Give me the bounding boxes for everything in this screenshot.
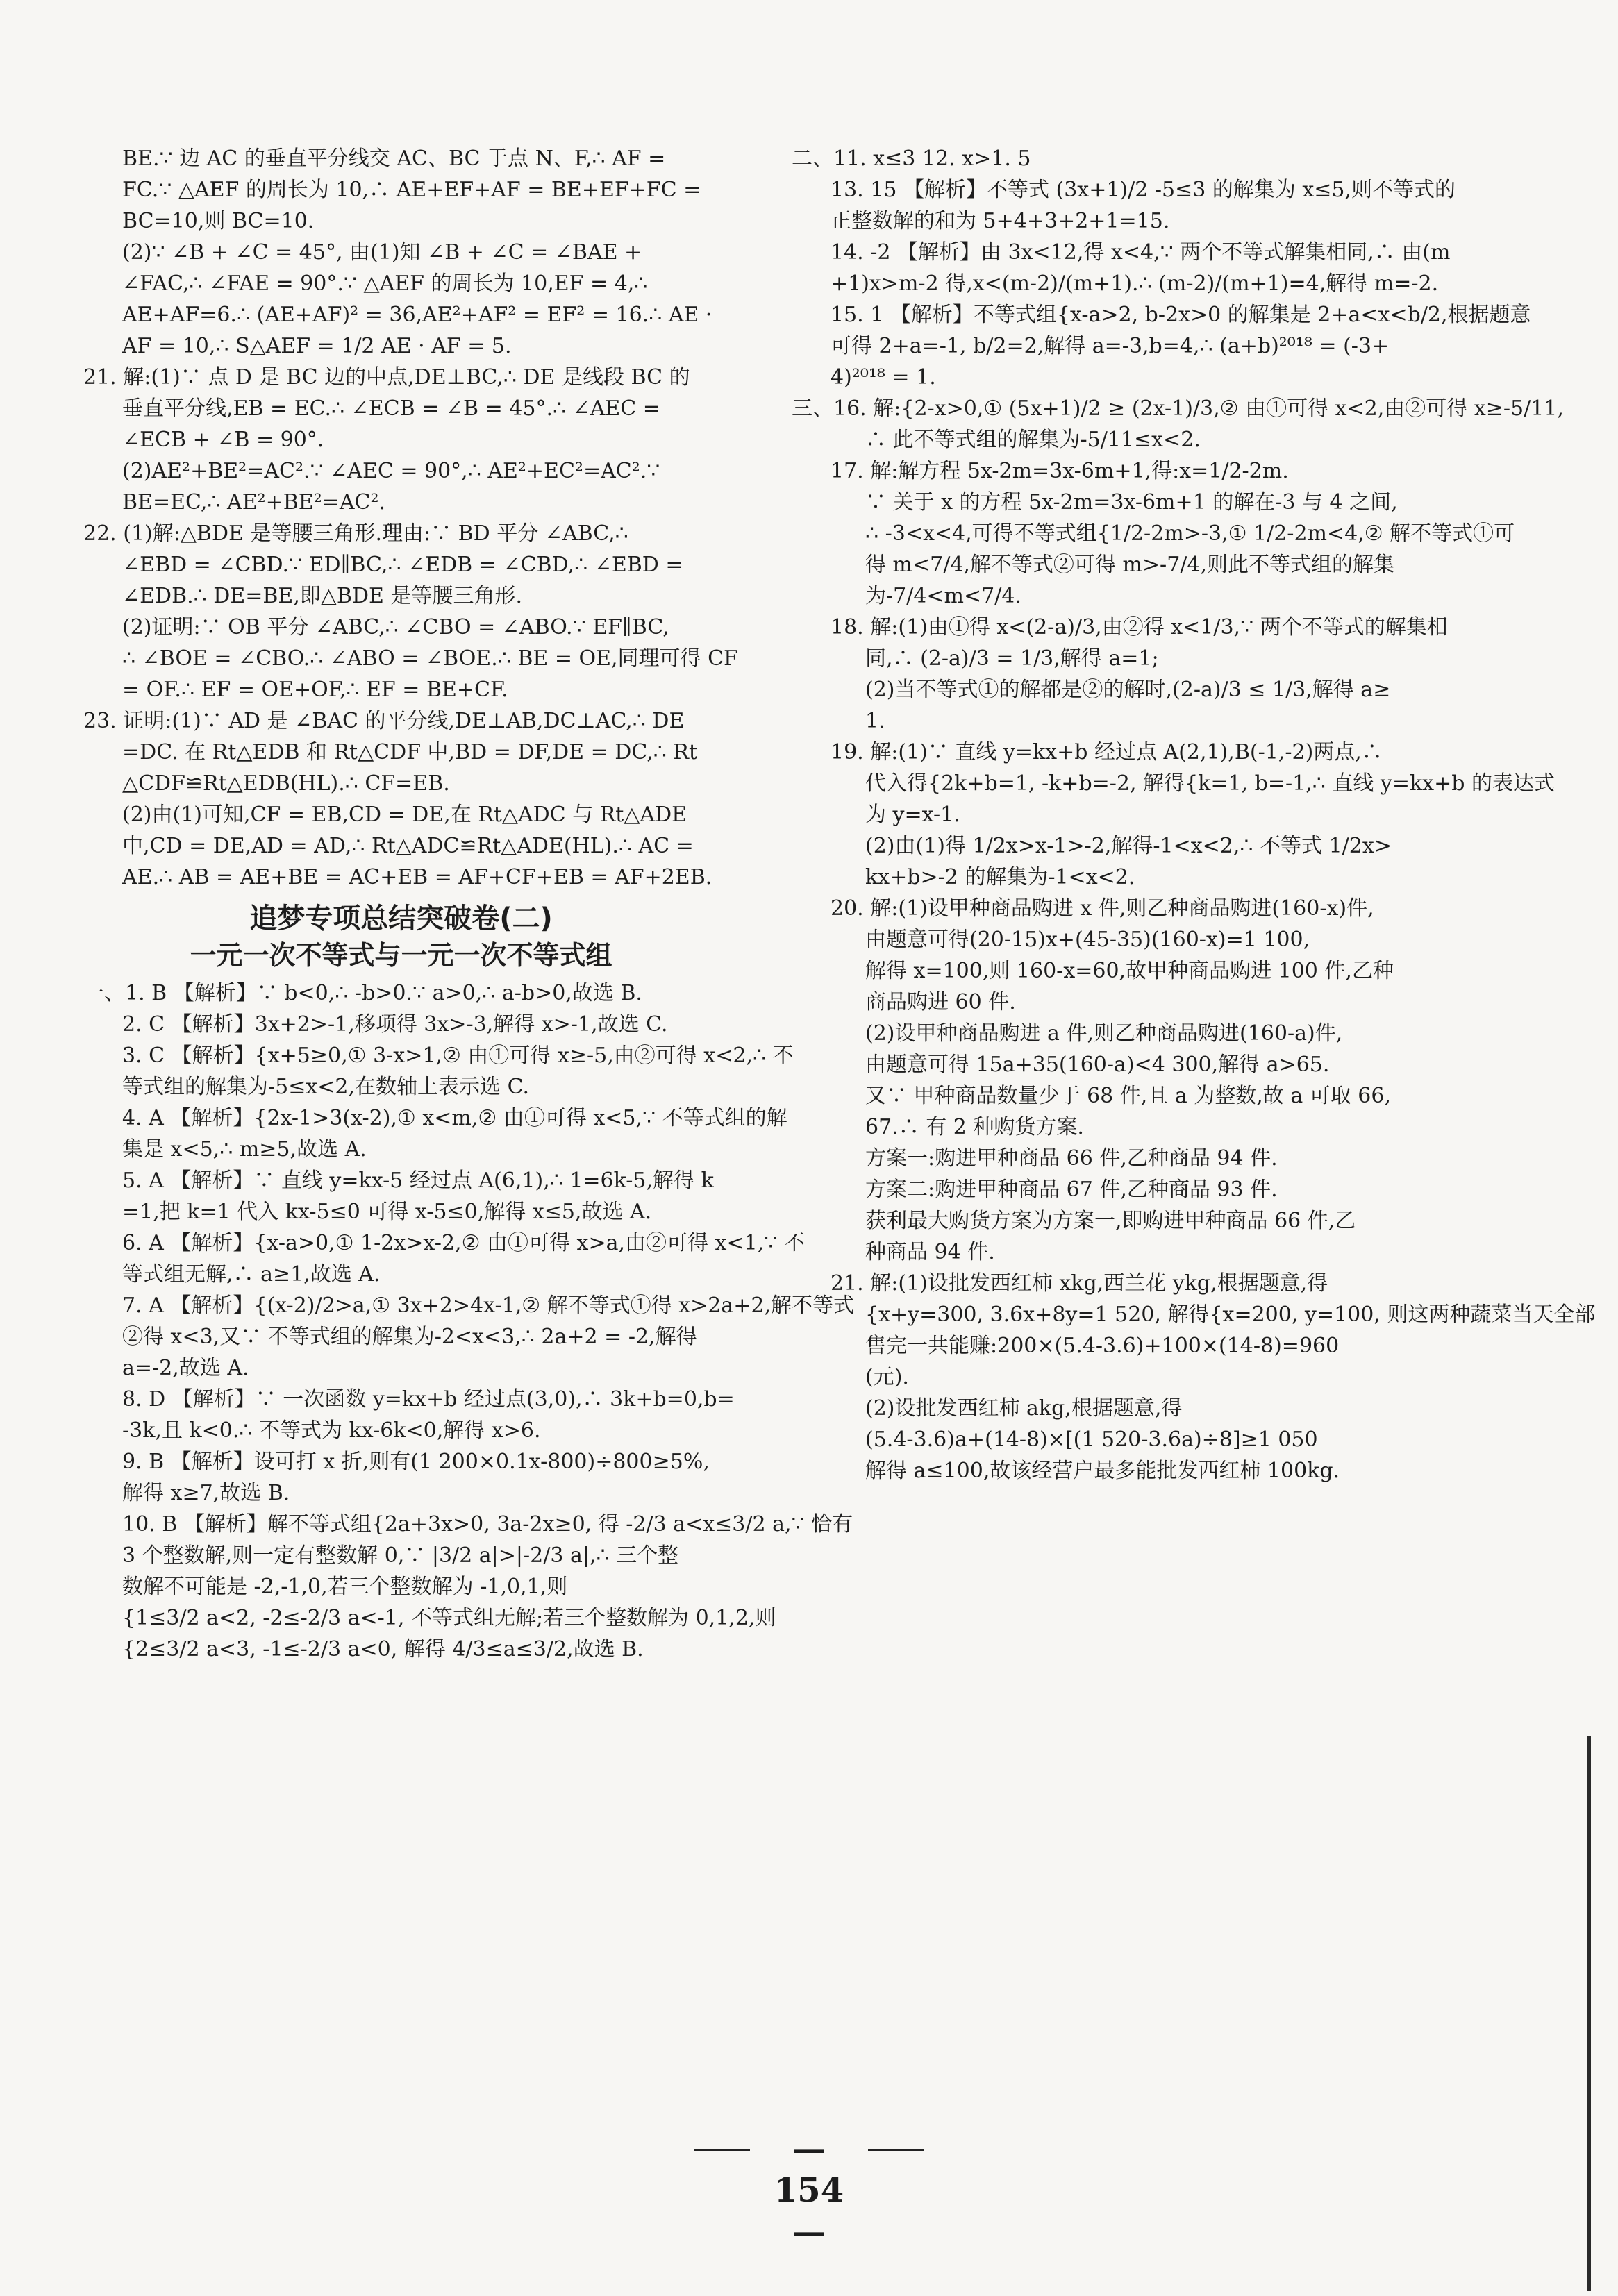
- answer-line: 获利最大购货方案为方案一,即购进甲种商品 66 件,乙: [865, 1209, 1356, 1233]
- answer-line: 等式组无解,∴ a≥1,故选 A.: [122, 1262, 381, 1287]
- answer-line: 20. 解:(1)设甲种商品购进 x 件,则乙种商品购进(160-x)件,: [831, 896, 1374, 921]
- answer-line: 15. 1 【解析】不等式组{x-a>2, b-2x>0 的解集是 2+a<x<b/2,根据题意: [831, 303, 1531, 327]
- answer-line: 8. D 【解析】∵ 一次函数 y=kx+b 经过点(3,0),∴ 3k+b=0,b=: [122, 1387, 735, 1411]
- answer-line: a=-2,故选 A.: [122, 1356, 249, 1380]
- answer-line: (2)AE²+BE²=AC².∵ ∠AEC = 90°,∴ AE²+EC²=AC².∵: [122, 459, 660, 483]
- answer-line: = OF.∴ EF = OE+OF,∴ EF = BE+CF.: [122, 678, 508, 702]
- answer-line: 5. A 【解析】∵ 直线 y=kx-5 经过点 A(6,1),∴ 1=6k-5,解得 k: [122, 1168, 714, 1193]
- answer-line: 商品购进 60 件.: [865, 990, 1016, 1014]
- answer-line: △CDF≌Rt△EDB(HL).∴ CF=EB.: [122, 771, 450, 796]
- answer-line: ∠EBD = ∠CBD.∵ ED∥BC,∴ ∠EDB = ∠CBD,∴ ∠EBD =: [122, 553, 683, 577]
- answer-line: (2)证明:∵ OB 平分 ∠ABC,∴ ∠CBO = ∠ABO.∵ EF∥BC,: [122, 615, 669, 639]
- answer-line: 18. 解:(1)由①得 x<(2-a)/3,由②得 x<1/3,∵ 两个不等式的解集相: [831, 615, 1448, 639]
- answer-line: BC=10,则 BC=10.: [122, 209, 315, 233]
- right-answers: [792, 143, 1596, 1486]
- answer-line: {1≤3/2 a<2, -2≤-2/3 a<-1, 不等式组无解;若三个整数解为 0,1,2,则: [122, 1606, 776, 1630]
- answer-line: 3 个整数解,则一定有整数解 0,∵ |3/2 a|>|-2/3 a|,∴ 三个整: [122, 1543, 679, 1568]
- answer-line: 三、16. 解:{2-x>0,① (5x+1)/2 ≥ (2x-1)/3,② 由①可得 x<2,由②可得 x≥-5/11,: [792, 396, 1564, 421]
- answer-line: 3. C 【解析】{x+5≥0,① 3-x>1,② 由①可得 x≥-5,由②可得 x<2,∴ 不: [122, 1044, 794, 1068]
- answer-line: 售完一共能赚:200×(5.4-3.6)+100×(14-8)=960: [865, 1334, 1340, 1358]
- answer-line: 23. 证明:(1)∵ AD 是 ∠BAC 的平分线,DE⊥AB,DC⊥AC,∴ DE: [83, 709, 685, 733]
- answer-line: 10. B 【解析】解不等式组{2a+3x>0, 3a-2x≥0, 得 -2/3 a<x≤3/2 a,∵ 恰有: [122, 1512, 853, 1536]
- answer-line: (2)∵ ∠B + ∠C = 45°, 由(1)知 ∠B + ∠C = ∠BAE +: [122, 240, 642, 265]
- answer-line: -3k,且 k<0.∴ 不等式为 kx-6k<0,解得 x>6.: [122, 1418, 541, 1443]
- answer-line: 为-7/4<m<7/4.: [865, 584, 1021, 608]
- answer-line: 14. -2 【解析】由 3x<12,得 x<4,∵ 两个不等式解集相同,∴ 由(m: [831, 240, 1451, 265]
- answer-line: ∠ECB + ∠B = 90°.: [122, 428, 324, 452]
- answer-line: 代入得{2k+b=1, -k+b=-2, 解得{k=1, b=-1,∴ 直线 y=kx+b 的表达式: [865, 771, 1555, 796]
- answer-line: 67.∴ 有 2 种购货方案.: [865, 1115, 1084, 1139]
- answer-line: ∴ 此不等式组的解集为-5/11≤x<2.: [865, 428, 1201, 452]
- answer-line: 21. 解:(1)∵ 点 D 是 BC 边的中点,DE⊥BC,∴ DE 是线段 BC 的: [83, 365, 690, 389]
- left-answers-part-2: [83, 978, 855, 1665]
- answer-line: 中,CD = DE,AD = AD,∴ Rt△ADC≌Rt△ADE(HL).∴ AC =: [122, 834, 694, 858]
- answer-line: BE.∵ 边 AC 的垂直平分线交 AC、BC 于点 N、F,∴ AF =: [122, 146, 666, 171]
- answer-line: ∠EDB.∴ DE=BE,即△BDE 是等腰三角形.: [122, 584, 523, 608]
- answer-line: =DC. 在 Rt△EDB 和 Rt△CDF 中,BD = DF,DE = DC,∴ Rt: [122, 740, 698, 764]
- answer-line: 种商品 94 件.: [865, 1240, 995, 1264]
- answer-line: (元).: [865, 1365, 909, 1389]
- page-edge-shadow: [1587, 1736, 1591, 2291]
- answer-line: 集是 x<5,∴ m≥5,故选 A.: [122, 1137, 367, 1162]
- answer-line: 6. A 【解析】{x-a>0,① 1-2x>x-2,② 由①可得 x>a,由②可得 x<1,∵ 不: [122, 1231, 805, 1255]
- answer-line: 4. A 【解析】{2x-1>3(x-2),① x<m,② 由①可得 x<5,∵ 不等式组的解: [122, 1106, 787, 1130]
- answer-line: 为 y=x-1.: [865, 803, 960, 827]
- answer-line: 又∵ 甲种商品数量少于 68 件,且 a 为整数,故 a 可取 66,: [865, 1084, 1392, 1108]
- answer-line: AE.∴ AB = AE+BE = AC+EB = AF+CF+EB = AF+2EB.: [122, 865, 712, 889]
- answer-line: 方案一:购进甲种商品 66 件,乙种商品 94 件.: [865, 1146, 1278, 1171]
- answer-line: (2)由(1)可知,CF = EB,CD = DE,在 Rt△ADC 与 Rt△ADE: [122, 803, 687, 827]
- answer-line: ∠FAC,∴ ∠FAE = 90°.∵ △AEF 的周长为 10,EF = 4,∴: [122, 271, 648, 296]
- answer-line: (5.4-3.6)a+(14-8)×[(1 520-3.6a)÷8]≥1 050: [865, 1427, 1318, 1452]
- answer-line: 22. (1)解:△BDE 是等腰三角形.理由:∵ BD 平分 ∠ABC,∴: [83, 521, 628, 546]
- left-answers-part-1: [83, 143, 738, 893]
- answer-line: 由题意可得 15a+35(160-a)<4 300,解得 a>65.: [865, 1053, 1330, 1077]
- answer-line: ∴ -3<x<4,可得不等式组{1/2-2m>-3,① 1/2-2m<4,② 解不等式①可: [865, 521, 1515, 546]
- answer-line: 数解不可能是 -2,-1,0,若三个整数解为 -1,0,1,则: [122, 1575, 568, 1599]
- answer-line: 可得 2+a=-1, b/2=2,解得 a=-3,b=4,∴ (a+b)²⁰¹⁸ = (-3+: [831, 334, 1390, 358]
- answer-line: +1)x>m-2 得,x<(m-2)/(m+1).∴ (m-2)/(m+1)=4,解得 m=-2.: [831, 271, 1439, 296]
- answer-line: 17. 解:解方程 5x-2m=3x-6m+1,得:x=1/2-2m.: [831, 459, 1289, 483]
- page-number: — 154 —: [774, 2129, 844, 2252]
- answer-line: 2. C 【解析】3x+2>-1,移项得 3x>-3,解得 x>-1,故选 C.: [122, 1012, 668, 1037]
- answer-line: 得 m<7/4,解不等式②可得 m>-7/4,则此不等式组的解集: [865, 553, 1395, 577]
- answer-line: 一、1. B 【解析】∵ b<0,∴ -b>0.∵ a>0,∴ a-b>0,故选 B.: [83, 981, 642, 1005]
- left-column: [83, 143, 855, 1665]
- answer-line: 9. B 【解析】设可打 x 折,则有(1 200×0.1x-800)÷800≥5%,: [122, 1450, 710, 1474]
- answer-line: 二、11. x≤3 12. x>1. 5: [792, 146, 1031, 171]
- answer-line: kx+b>-2 的解集为-1<x<2.: [865, 865, 1135, 889]
- section-subtitle: 一元一次不等式与一元一次不等式组: [190, 940, 612, 971]
- answer-line: (2)由(1)得 1/2x>x-1>-2,解得-1<x<2,∴ 不等式 1/2x>: [865, 834, 1392, 858]
- answer-line: 解得 x=100,则 160-x=60,故甲种商品购进 100 件,乙种: [865, 959, 1394, 983]
- answer-line: ②得 x<3,又∵ 不等式组的解集为-2<x<3,∴ 2a+2 = -2,解得: [122, 1325, 697, 1349]
- answer-line: 正整数解的和为 5+4+3+2+1=15.: [831, 209, 1170, 233]
- answer-line: (2)当不等式①的解都是②的解时,(2-a)/3 ≤ 1/3,解得 a≥: [865, 678, 1391, 702]
- answer-line: 13. 15 【解析】不等式 (3x+1)/2 -5≤3 的解集为 x≤5,则不等式的: [831, 178, 1456, 202]
- answer-line: ∵ 关于 x 的方程 5x-2m=3x-6m+1 的解在-3 与 4 之间,: [865, 490, 1398, 514]
- answer-line: 垂直平分线,EB = EC.∴ ∠ECB = ∠B = 45°.∴ ∠AEC =: [122, 396, 660, 421]
- page-footer: [0, 2128, 1618, 2252]
- footer-rule-right: [868, 2149, 924, 2151]
- answer-line: ∴ ∠BOE = ∠CBO.∴ ∠ABO = ∠BOE.∴ BE = OE,同理可得 CF: [122, 646, 738, 671]
- answer-line: 由题意可得(20-15)x+(45-35)(160-x)=1 100,: [865, 928, 1310, 952]
- answer-line: =1,把 k=1 代入 kx-5≤0 可得 x-5≤0,解得 x≤5,故选 A.: [122, 1200, 652, 1224]
- section-title: 追梦专项总结突破卷(二): [249, 903, 553, 935]
- footer-rule-left: [694, 2149, 750, 2151]
- right-column: [792, 143, 1596, 1486]
- answer-line: 解得 a≤100,故该经营户最多能批发西红柿 100kg.: [865, 1459, 1340, 1483]
- answer-line: 方案二:购进甲种商品 67 件,乙种商品 93 件.: [865, 1178, 1278, 1202]
- answer-line: 解得 x≥7,故选 B.: [122, 1481, 290, 1505]
- answer-line: (2)设批发西红柿 akg,根据题意,得: [865, 1396, 1183, 1421]
- answer-line: BE=EC,∴ AE²+BE²=AC².: [122, 490, 386, 514]
- answer-line: 7. A 【解析】{(x-2)/2>a,① 3x+2>4x-1,② 解不等式①得 x>2a+2,解不等式: [122, 1293, 855, 1318]
- answer-line: 1.: [865, 709, 885, 733]
- answer-line: 19. 解:(1)∵ 直线 y=kx+b 经过点 A(2,1),B(-1,-2)两点,∴: [831, 740, 1383, 764]
- answer-line: 等式组的解集为-5≤x<2,在数轴上表示选 C.: [122, 1075, 529, 1099]
- answer-line: AF = 10,∴ S△AEF = 1/2 AE · AF = 5.: [122, 334, 512, 358]
- answer-line: (2)设甲种商品购进 a 件,则乙种商品购进(160-a)件,: [865, 1021, 1343, 1046]
- answer-line: {2≤3/2 a<3, -1≤-2/3 a<0, 解得 4/3≤a≤3/2,故选 B.: [122, 1637, 644, 1661]
- answer-line: 4)²⁰¹⁸ = 1.: [831, 365, 936, 389]
- answer-line: 21. 解:(1)设批发西红柿 xkg,西兰花 ykg,根据题意,得: [831, 1271, 1328, 1296]
- answer-line: AE+AF=6.∴ (AE+AF)² = 36,AE²+AF² = EF² = 16.∴ AE ·: [122, 303, 712, 327]
- answer-line: FC.∵ △AEF 的周长为 10,∴ AE+EF+AF = BE+EF+FC =: [122, 178, 701, 202]
- answer-line: 同,∴ (2-a)/3 = 1/3,解得 a=1;: [865, 646, 1159, 671]
- answer-line: {x+y=300, 3.6x+8y=1 520, 解得{x=200, y=100, 则这两种蔬菜当天全部: [865, 1302, 1596, 1327]
